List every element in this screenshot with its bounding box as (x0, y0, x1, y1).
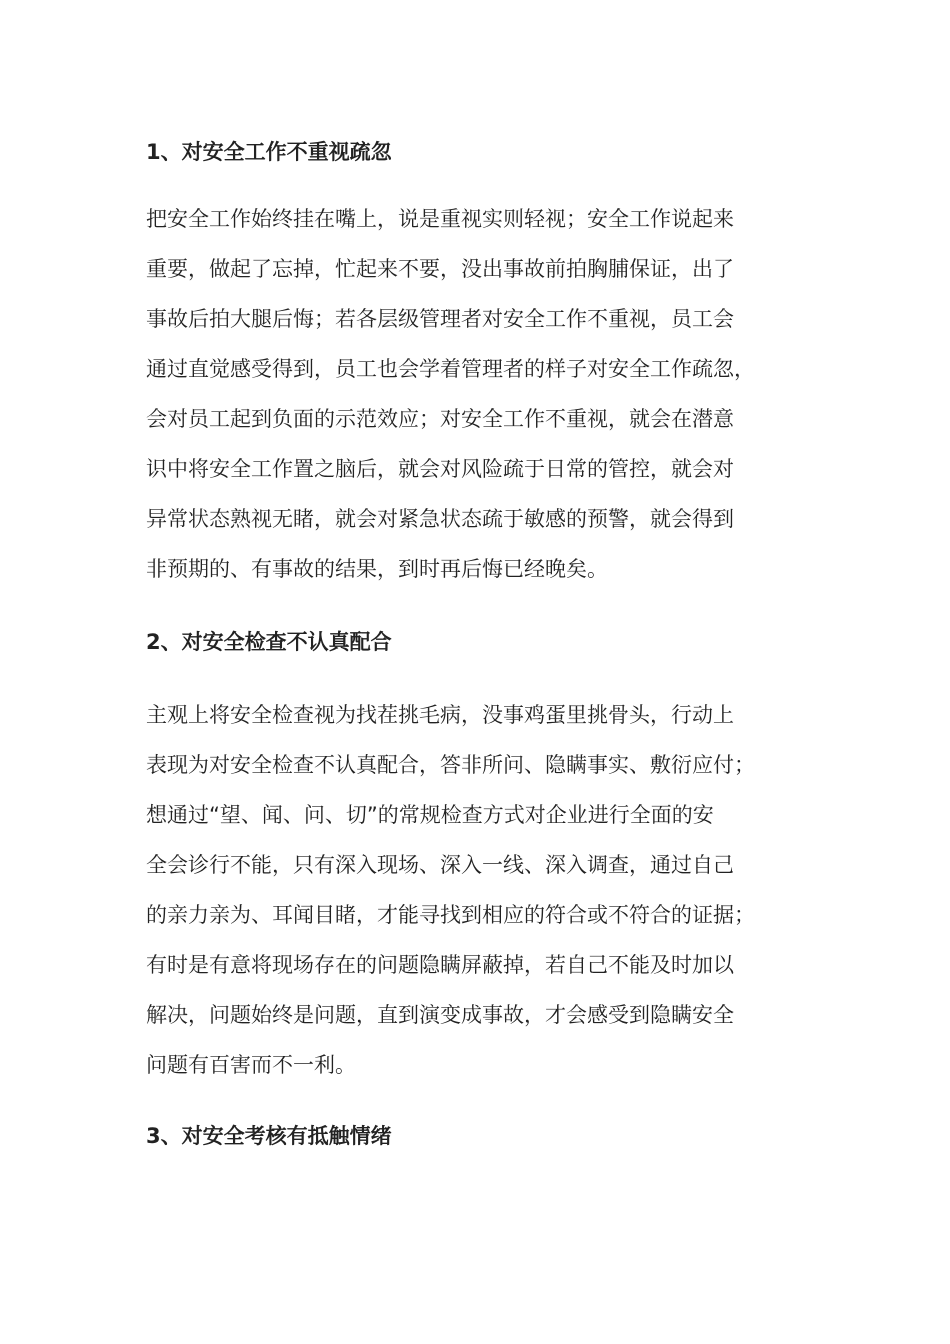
section-3-heading: 3、对安全考核有抵触情绪 (146, 1124, 392, 1148)
paragraph-line: 识中将安全工作置之脑后，就会对风险疏于日常的管控，就会对 (146, 457, 734, 481)
paragraph-line: 主观上将安全检查视为找茬挑毛病，没事鸡蛋里挑骨头，行动上 (146, 703, 734, 727)
section-1-heading: 1、对安全工作不重视疏忽 (146, 140, 392, 164)
paragraph-line: 重要，做起了忘掉，忙起来不要，没出事故前拍胸脯保证，出了 (146, 257, 734, 281)
paragraph-line: 有时是有意将现场存在的问题隐瞒屏蔽掉，若自己不能及时加以 (146, 953, 734, 977)
paragraph-line: 问题有百害而不一利。 (146, 1053, 356, 1077)
paragraph-line: 全会诊行不能，只有深入现场、深入一线、深入调查，通过自己 (146, 853, 734, 877)
paragraph-line: 异常状态熟视无睹，就会对紧急状态疏于敏感的预警，就会得到 (146, 507, 734, 531)
paragraph-line: 解决，问题始终是问题，直到演变成事故，才会感受到隐瞒安全 (146, 1003, 734, 1027)
paragraph-line: 把安全工作始终挂在嘴上，说是重视实则轻视；安全工作说起来 (146, 207, 734, 231)
section-1-paragraph (146, 204, 826, 604)
paragraph-line: 想通过“望、闻、问、切”的常规检查方式对企业进行全面的安 (146, 803, 714, 827)
paragraph-line: 通过直觉感受得到，员工也会学着管理者的样子对安全工作疏忽， (146, 357, 755, 381)
section-2-paragraph (146, 700, 826, 1100)
paragraph-line: 会对员工起到负面的示范效应；对安全工作不重视，就会在潜意 (146, 407, 734, 431)
section-2-heading: 2、对安全检查不认真配合 (146, 630, 392, 654)
paragraph-line: 表现为对安全检查不认真配合，答非所问、隐瞒事实、敷衍应付； (146, 753, 755, 777)
paragraph-line: 事故后拍大腿后悔；若各层级管理者对安全工作不重视，员工会 (146, 307, 734, 331)
paragraph-line: 非预期的、有事故的结果，到时再后悔已经晚矣。 (146, 557, 608, 581)
paragraph-line: 的亲力亲为、耳闻目睹，才能寻找到相应的符合或不符合的证据； (146, 903, 755, 927)
